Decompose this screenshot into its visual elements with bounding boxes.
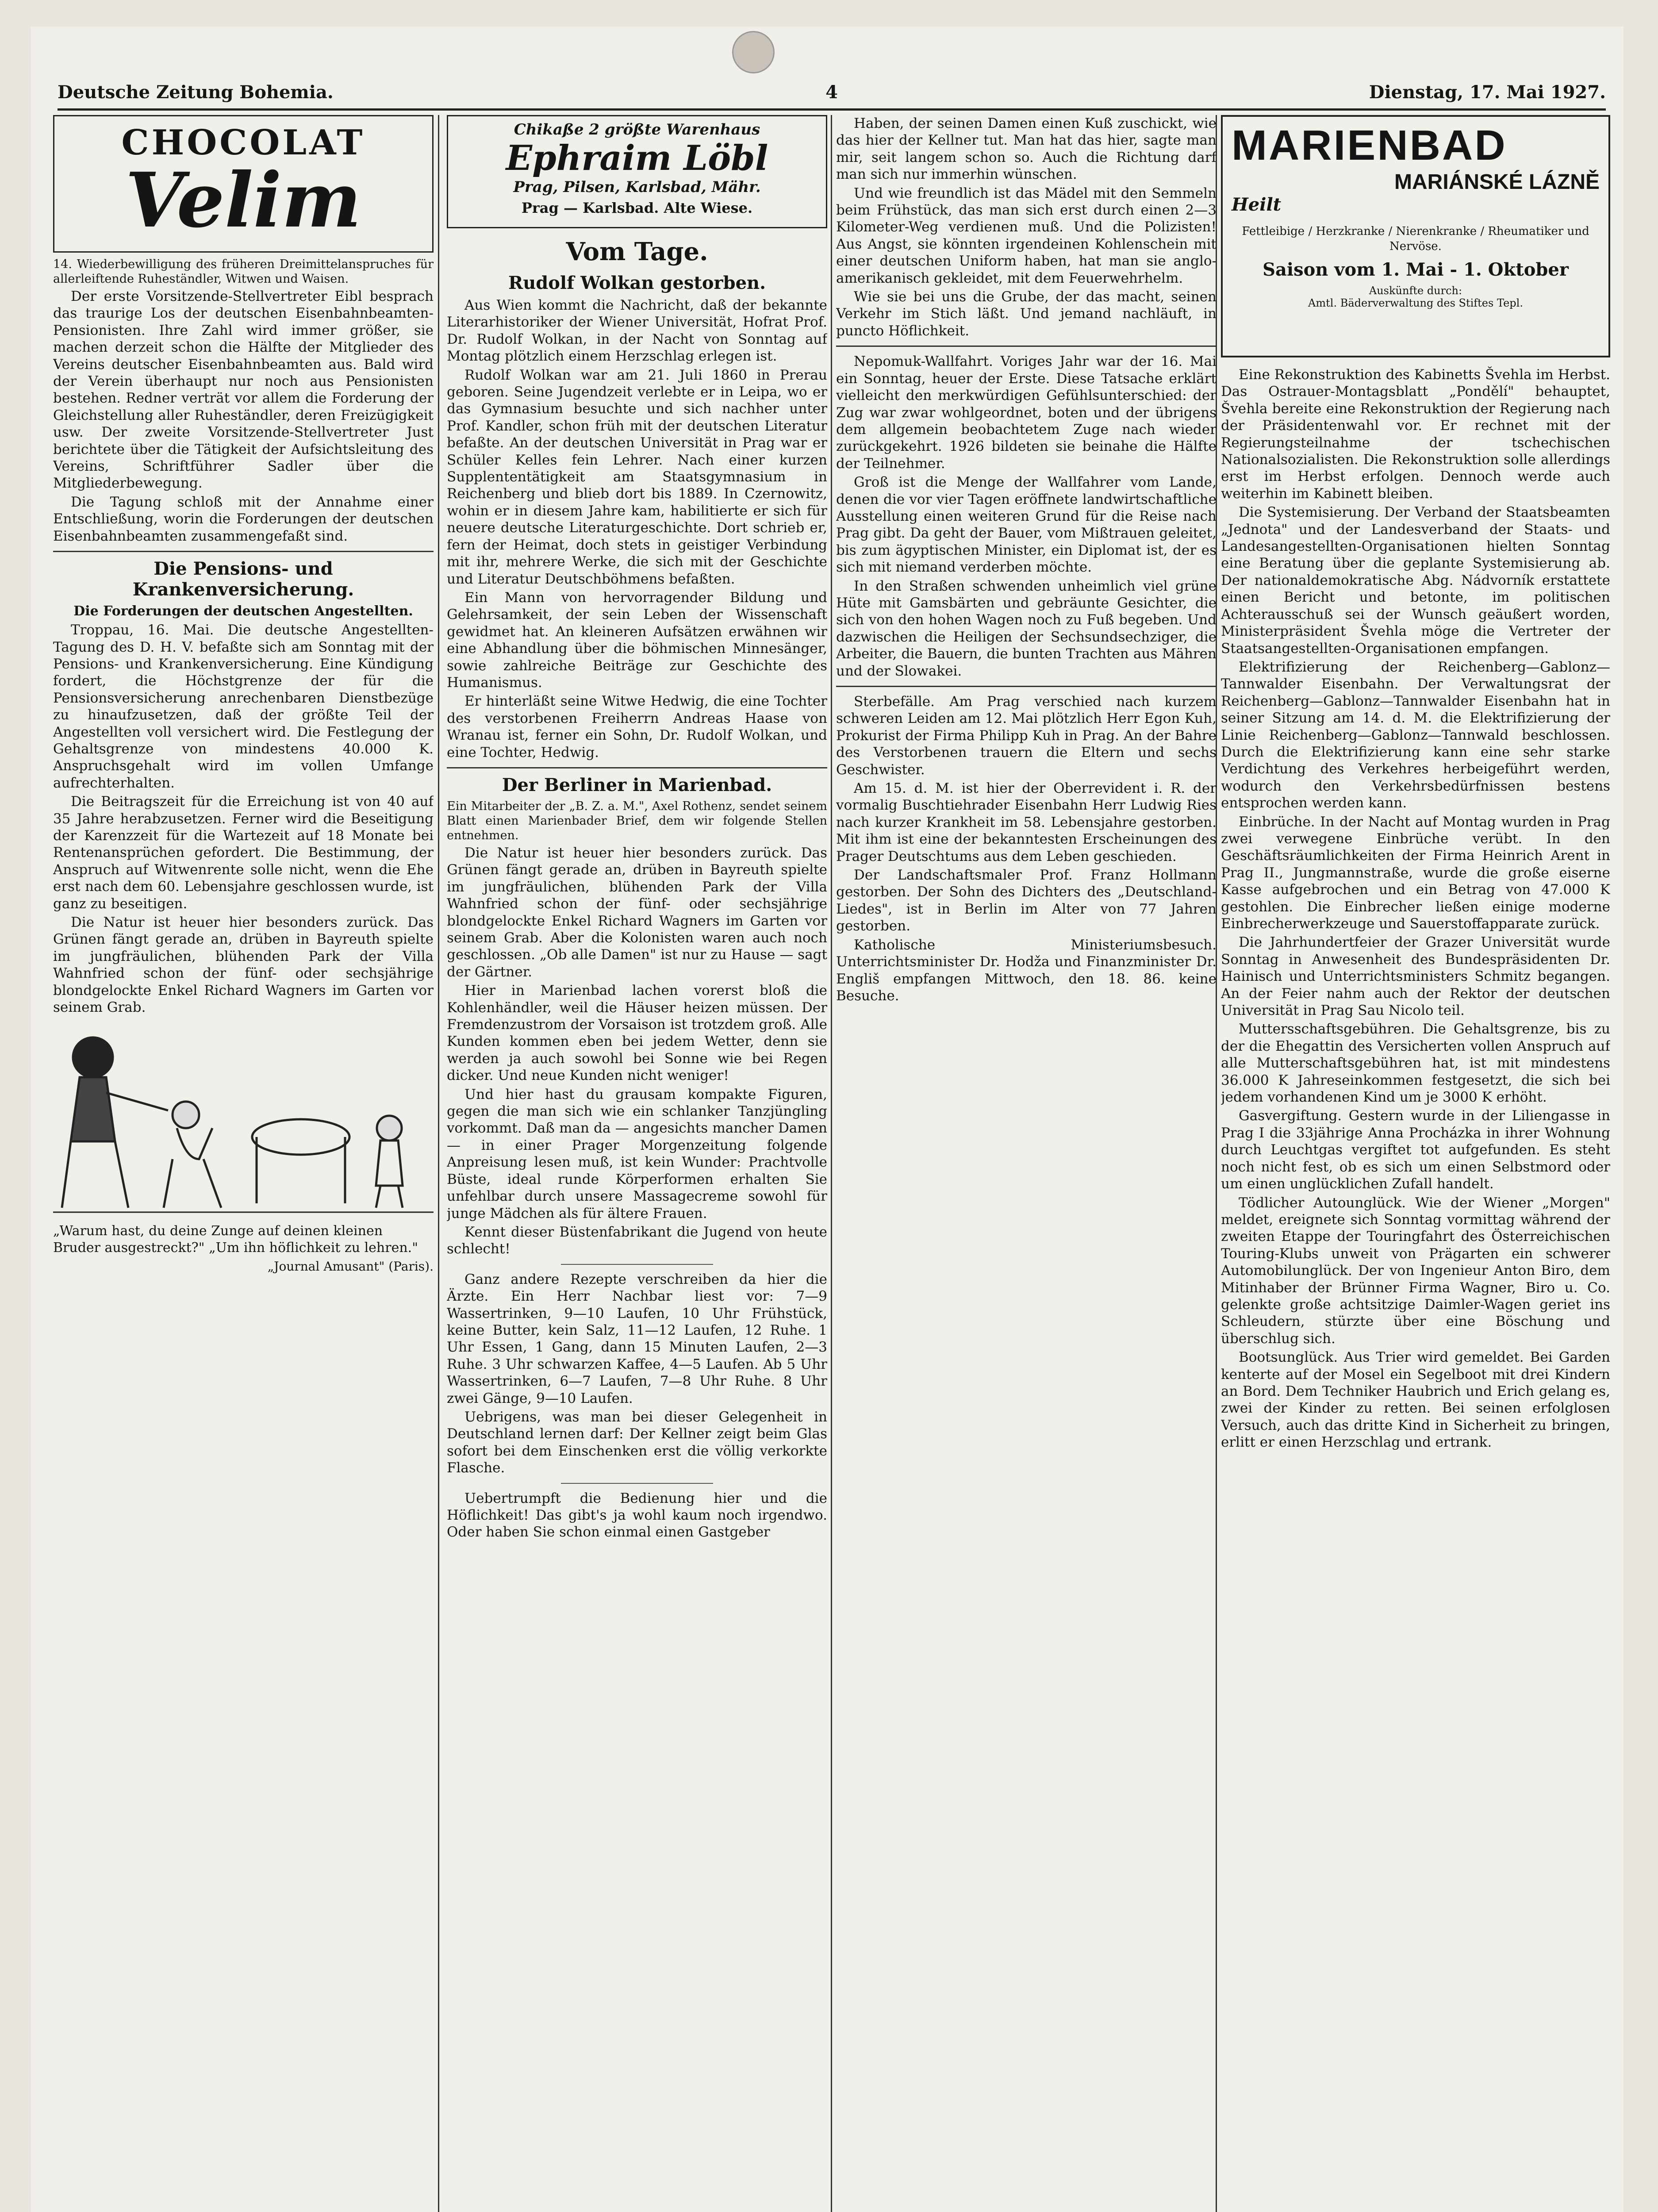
ad-line: Amtl. Bäderverwaltung des Stiftes Tepl.	[1308, 297, 1523, 309]
paragraph: Nepomuk-Wallfahrt. Voriges Jahr war der 16. Mai ein Sonntag, heuer der Erste. Diese Tatsache erklärt vielleicht den merkwürdigen Gefühlsunterschied: der Zug war zwar wohlgeordnet, boten und der übrigens dem allgemein beobachtetem Zuge nach wieder zurückgekehrt. 1926 bildeten sie beinahe die Hälfte der Teilnehmer.	[836, 353, 1217, 472]
article-intro: Ein Mitarbeiter der „B. Z. a. M.", Axel Rothenz, sendet seinem Blatt einen Marienbader Brief, dem wir folgende Stellen entnehmen.	[447, 799, 827, 842]
page-number: 4	[825, 82, 838, 103]
column-1	[53, 115, 434, 2212]
paragraph: 14. Wiederbewilligung des früheren Dreimittelanspruches für allerleiftende Ruheständler, Witwen und Waisen.	[53, 257, 434, 286]
ad-line: CHOCOLAT	[121, 123, 365, 163]
paragraph: Er hinterläßt seine Witwe Hedwig, die eine Tochter des verstorbenen Freiherrn Andreas Haase von Wranau ist, ferner ein Sohn, Dr. Rudolf Wolkan, und eine Tochter, Hedwig.	[447, 693, 827, 760]
paragraph: Eine Rekonstruktion des Kabinetts Švehla im Herbst. Das Ostrauer-Montagsblatt „Pondělí" behauptet, Švehla bereite eine Rekonstruktion der Regierung nach der Präsidentenwahl vor. Er rechnet mit der Regierungsteilnahme der tschechischen Nationalsozialisten. Die Rekonstruktion solle allerdings erst im Herbst erfolgen. Dennoch werde auch weiterhin im Kabinett bleiben.	[1221, 367, 1610, 502]
divider	[561, 1264, 713, 1265]
cartoon-credit: „Journal Amusant" (Paris).	[267, 1259, 434, 1274]
paragraph: Am 15. d. M. ist hier der Oberrevident i. R. der vormalig Buschtiehrader Eisenbahn Herr Ludwig Ries nach kurzer Krankheit im 58. Lebensjahre gestorben. Mit ihm ist eine der bekanntesten Erscheinungen des Prager Deutschtums aus dem Leben geschieden.	[836, 780, 1217, 864]
paragraph: Uebrigens, was man bei dieser Gelegenheit in Deutschland lernen darf: Der Kellner zeigt beim Glas sofort bei dem Einschenken erst die völlig verkorkte Flasche.	[447, 1409, 827, 1476]
column-rule	[438, 115, 439, 2212]
paragraph: Katholische Ministeriumsbesuch. Unterrichtsminister Dr. Hodža und Finanzminister Dr. Engliš empfangen Mittwoch, den 18. 86. keine Besuche.	[836, 937, 1217, 1004]
paragraph: Bootsunglück. Aus Trier wird gemeldet. Bei Garden kenterte auf der Mosel ein Segelboot mit drei Kindern an Bord. Dem Techniker Haubrich und Erich gelang es, zwei der Kinder zu retten. Bei seinen erfolglosen Versuch, auch das dritte Kind in Sicherheit zu bringen, erlitt er einen Herzschlag und ertrank.	[1221, 1349, 1610, 1451]
article-heading: Der Berliner in Marienbad.	[502, 774, 772, 795]
paragraph: Der Landschaftsmaler Prof. Franz Hollmann gestorben. Der Sohn des Dichters des „Deutschland-Liedes", ist in Berlin im Alter von 77 Jahren gestorben.	[836, 867, 1217, 934]
ad-line: Auskünfte durch:	[1369, 284, 1462, 297]
paragraph: Aus Wien kommt die Nachricht, daß der bekannte Literarhistoriker der Wiener Universität, Hofrat Prof. Dr. Rudolf Wolkan, in der Nacht von Sonntag auf Montag plötzlich einem Herzschlag erlegen ist.	[447, 297, 827, 365]
paragraph: Die Jahrhundertfeier der Grazer Universität wurde Sonntag in Anwesenheit des Bundespräsidenten Dr. Hainisch und Unterrichtsministers Schmitz begangen. An der Feier nahm auch der Rektor der deutschen Universität in Prag Sau Nicolo teil.	[1221, 934, 1610, 1019]
paragraph: Ganz andere Rezepte verschreiben da hier die Ärzte. Ein Herr Nachbar liest vor: 7—9 Wassertrinken, 9—10 Laufen, 10 Uhr Frühstück, keine Butter, kein Salz, 11—12 Laufen, 12 Ruhe. 1 Uhr Essen, 1 Gang, dann 15 Minuten Laufen, 2—3 Ruhe. 3 Uhr schwarzen Kaffee, 4—5 Laufen. Ab 5 Uhr Wassertrinken, 6—7 Laufen, 7—8 Uhr Ruhe. 8 Uhr zwei Gänge, 9—10 Laufen.	[447, 1271, 827, 1406]
paragraph: Muttersschaftsgebühren. Die Gehaltsgrenze, bis zu der die Ehegattin des Versicherten vollen Anspruch auf alle Mutterschaftsgebühren hat, ist mit mindestens 36.000 K Jahreseinkommen festgesetzt, die sich bei jedem vorhandenen Kind um je 3000 K erhöht.	[1221, 1021, 1610, 1106]
divider	[561, 1483, 713, 1484]
ad-brand: Ephraim Löbl	[506, 138, 768, 178]
paragraph: Und hier hast du grausam kompakte Figuren, gegen die man sich wie ein schlanker Tanzjüngling vorkommt. Daß man da — angesichts mancher Damen — in einer Prager Morgenzeitung folgende Anpreisung lesen muß, ist kein Wunder: Prachtvolle Büste, ideal runde Körperformen erhalten Sie unfehlbar durch unsere Massagecreme sowohl für junge Mädchen als für ältere Frauen.	[447, 1086, 827, 1221]
paragraph: Wie sie bei uns die Grube, der das macht, seinen Verkehr im Stich läßt. Und jemand nachläuft, in puncto Höflichkeit.	[836, 289, 1217, 339]
section-heading: Vom Tage.	[566, 237, 708, 266]
paragraph: Und wie freundlich ist das Mädel mit den Semmeln beim Frühstück, das man sich erst durch einen 2—3 Kilometer-Weg verdienen muß. Und die Polizisten! Aus Angst, sie könnten irgendeinen Kohlenschein mit einer deutschen Uniform haben, hat man sie anglo-amerikanisch gekleidet, mit dem Feuerwehrhelm.	[836, 185, 1217, 286]
divider	[447, 767, 827, 768]
loebl-store-ad	[447, 115, 827, 228]
paragraph: Haben, der seinen Damen einen Kuß zuschickt, wie das hier der Kellner tut. Man hat das hier, sagte man mir, seit langem schon so. Auch die Richtung darf man sich nur immerhin wünschen.	[836, 115, 1217, 183]
column-4	[1221, 115, 1610, 2212]
ad-line: Chikaße 2 größte Warenhaus	[514, 121, 760, 138]
ad-line: Fettleibige / Herzkranke / Nierenkranke / Rheumatiker und Nervöse.	[1242, 225, 1589, 253]
column-2	[447, 115, 827, 2212]
article-heading: Rudolf Wolkan gestorben.	[508, 273, 766, 293]
ad-line: Prag — Karlsbad. Alte Wiese.	[521, 200, 753, 216]
ad-brand: Velim	[125, 156, 361, 245]
paragraph: Ein Mann von hervorragender Bildung und Gelehrsamkeit, der sein Leben der Wissenschaft gewidmet hat. An kleineren Aufsätzen erwähnen wir eine Abhandlung über die böhmischen Minnesänger, sowie zahlreiche Beiträge zur Geschichte des Humanismus.	[447, 589, 827, 691]
column-3	[836, 115, 1217, 2212]
ad-line: Prag, Pilsen, Karlsbad, Mähr.	[513, 178, 761, 196]
paragraph: Die Tagung schloß mit der Annahme einer Entschließung, worin die Forderungen der deutschen Eisenbahnbeamten zusammengefaßt sind.	[53, 494, 434, 544]
paragraph: Kennt dieser Büstenfabrikant die Jugend von heute schlecht!	[447, 1224, 827, 1257]
paragraph: In den Straßen schwenden unheimlich viel grüne Hüte mit Gamsbärten und gebräunte Gesichter, die sich von den hohen Wagen noch zu Fuß begeben. Und dazwischen die Heiligen der Sechsundsechziger, die Arbeiter, die Bauern, die bunten Trachten aus Mähren und der Slowakei.	[836, 578, 1217, 679]
ad-line: Heilt	[1232, 194, 1282, 215]
masthead	[58, 82, 1606, 111]
article-heading: Die Pensions- und Krankenversicherung.	[132, 558, 354, 600]
paragraph: Rudolf Wolkan war am 21. Juli 1860 in Prerau geboren. Seine Jugendzeit verlebte er in Leipa, wo er das Gymnasium besuchte und sich nachher unter Prof. Kandler, schon früh mit der deutschen Literatur befaßte. An der deutschen Universität in Prag war er Schüler Kelles fein Lehrer. Nach einer kurzen Supplententätigkeit am Staatsgymnasium in Reichenberg und blieb dort bis 1889. In Czernowitz, wohin er in diesem Jahre kam, habilitierte er sich für neuere deutsche Literaturgeschichte. Dort schrieb er, fern der Heimat, doch stets in geistiger Verbindung mit ihr, mehrere Werke, die sich mit der Geschichte und Literatur Deutschböhmens befaßten.	[447, 367, 827, 587]
paragraph: Der erste Vorsitzende-Stellvertreter Eibl besprach das traurige Los der deutschen Eisenbahnbeamten-Pensionisten. Ihre Zahl wird immer größer, sie machen derzeit schon die Hälfte der Mitglieder des Vereins deutscher Eisenbahnbeamten aus. Bald wird der Verein überhaupt nur noch aus Pensionisten bestehen. Redner verträt vor allem die Forderung der Gleichstellung aller Ruheständler, deren Freizügigkeit usw. Der zweite Vorsitzende-Stellvertreter Just berichtete über die Tätigkeit der Aufsichtsleitung des Vereins, Schriftführer Sadler über die Mitgliederbewegung.	[53, 288, 434, 492]
article-subheading: Die Forderungen der deutschen Angestellten.	[73, 603, 413, 619]
ad-title: MARIENBAD	[1232, 122, 1507, 169]
paragraph: Groß ist die Menge der Wallfahrer vom Lande, denen die vor vier Tagen eröffnete landwirtschaftliche Ausstellung einen weiteren Grund für die Reise nach Prag gibt. Da geht der Bauer, vom Mißtrauen geleitet, bis zum ägyptischen Minister, ein Diplomat ist, der es sich mit niemand verderben möchte.	[836, 474, 1217, 576]
cartoon-caption: „Warum hast, du deine Zunge auf deinen kleinen Bruder ausgestreckt?" „Um ihn höflichkeit zu lehren."	[53, 1223, 418, 1256]
paragraph: Tödlicher Autounglück. Wie der Wiener „Morgen" meldet, ereignete sich Sonntag vormittag während der zweiten Etappe der Touringfahrt des Österreichischen Touring-Klubs unweit von Prägarten ein schwerer Automobilunglück. Der von Ingenieur Anton Biro, dem Mitinhaber der Brünner Firma Wagner, Biro u. Co. gelenkte große achtsitzige Daimler-Wagen geriet ins Schleudern, stürzte über eine Böschung und überschlug sich.	[1221, 1194, 1610, 1347]
paragraph: Die Beitragszeit für die Erreichung ist von 40 auf 35 Jahre herabzusetzen. Ferner wird die Beseitigung der Karenzzeit für die Wartezeit auf 18 Monate bei Rentenansprüchen gefordert. Die Bestimmung, der Anspruch auf Witwenrente solle nicht, wenn die Ehe erst nach dem 60. Lebensjahre geschlossen wurde, ist ganz zu beseitigen.	[53, 794, 434, 912]
divider	[53, 551, 434, 552]
paragraph: Hier in Marienbad lachen vorerst bloß die Kohlenhändler, weil die Häuser heizen müssen. Der Fremdenzustrom der Vorsaison ist trotzdem groß. Alle Kunden kommen eben bei jedem Wetter, denn sie werden ja auch sowohl bei Sonne wie bei Regen dicker. Und neue Kunden nicht weniger!	[447, 983, 827, 1084]
paragraph: Troppau, 16. Mai. Die deutsche Angestellten-Tagung des D. H. V. befaßte sich am Sonntag mit der Pensions- und Krankenversicherung. Eine Kündigung fordert, die Höchstgrenze der für die Pensionsversicherung anrechenbaren Dienstbezüge zu hinaufzusetzen, daß der größte Teil der Angestellten voll versichert wird. Die Festlegung der Gehaltsgrenze von mindestens 40.000 K. Anspruchsgehalt wird im vollen Umfange aufrechterhalten.	[53, 622, 434, 791]
paragraph: Die Natur ist heuer hier besonders zurück. Das Grünen fängt gerade an, drüben in Bayreuth spielte im jungfräulichen, blühenden Park der Villa Wahnfried schon der fünf- oder sechsjährige blondgelockte Enkel Richard Wagners im Garten vor seinem Grab. Aber die Kolonisten waren auch noch geschlossen. „Ob alle Damen" ist nur zu Hause — sagt der Gärtner.	[447, 845, 827, 980]
paragraph: Einbrüche. In der Nacht auf Montag wurden in Prag zwei verwegene Einbrüche verübt. In den Geschäftsräumlichkeiten der Firma Heinrich Arent in Prag II., Jungmannstraße, wurde die große eiserne Kasse aufgebrochen und ein Betrag von 47.000 K gestohlen. Die Einbrecher ließen einige moderne Einbrecherwerkzeuge und Sauerstoffapparate zurück.	[1221, 814, 1610, 932]
cartoon-illustration	[53, 1026, 434, 1217]
issue-date: Dienstag, 17. Mai 1927.	[1369, 82, 1606, 103]
paragraph: Die Systemisierung. Der Verband der Staatsbeamten „Jednota" und der Landesverband der Staats- und Landesangestellten-Organisationen hielten Sonntag eine Beratung über die geplante Systemisierung ab. Der nationaldemokratische Abg. Nádvorník erstattete einen Bericht und betonte, im politischen Achterausschuß sei der Wunsch geäußert worden, Ministerpräsident Švehla möge die Vertreter der Staatsangestellten-Organisationen empfangen.	[1221, 504, 1610, 657]
paragraph: Die Natur ist heuer hier besonders zurück. Das Grünen fängt gerade an, drüben in Bayreuth spielte im jungfräulichen, blühenden Park der Villa Wahnfried schon der fünf- oder sechsjährige blondgelockte Enkel Richard Wagners im Garten vor seinem Grab.	[53, 914, 434, 1016]
divider	[836, 686, 1217, 687]
paragraph: Elektrifizierung der Reichenberg—Gablonz—Tannwalder Eisenbahn. Der Verwaltungsrat der Reichenberg—Gablonz—Tannwalder Eisenbahn hat in seiner Sitzung am 14. d. M. die Elektrifizierung der Linie Reichenberg—Gablonz—Tannwald beschlossen. Durch die Elektrifizierung kann eine sehr starke Verdichtung des Verkehres herbeigeführt werden, wodurch den Verkehrsbedürfnissen bestens entsprochen werden kann.	[1221, 659, 1610, 811]
newspaper-name: Deutsche Zeitung Bohemia.	[58, 82, 334, 103]
ad-season: Saison vom 1. Mai - 1. Oktober	[1263, 259, 1569, 280]
paragraph: Uebertrumpft die Bedienung hier und die Höflichkeit! Das gibt's ja wohl kaum noch irgendwo. Oder haben Sie schon einmal einen Gastgeber	[447, 1490, 827, 1540]
column-rule	[831, 115, 832, 2212]
divider	[836, 346, 1217, 347]
ad-subtitle: MARIÁNSKÉ LÁZNĚ	[1394, 170, 1600, 194]
binding-hole	[732, 31, 775, 73]
chocolat-velim-ad	[53, 115, 434, 253]
paragraph: Sterbefälle. Am Prag verschied nach kurzem schweren Leiden am 12. Mai plötzlich Herr Egon Kuh, Prokurist der Firma Philipp Kuh in Prag. An der Bahre des Verstorbenen trauern die Eltern und sechs Geschwister.	[836, 694, 1217, 778]
paragraph: Gasvergiftung. Gestern wurde in der Liliengasse in Prag I die 33jährige Anna Procházka in ihrer Wohnung durch Leuchtgas vergiftet tot aufgefunden. Es steht noch nicht fest, ob es sich um einen Selbstmord oder um einen unglücklichen Zufall handelt.	[1221, 1108, 1610, 1192]
marienbad-ad	[1221, 115, 1610, 357]
